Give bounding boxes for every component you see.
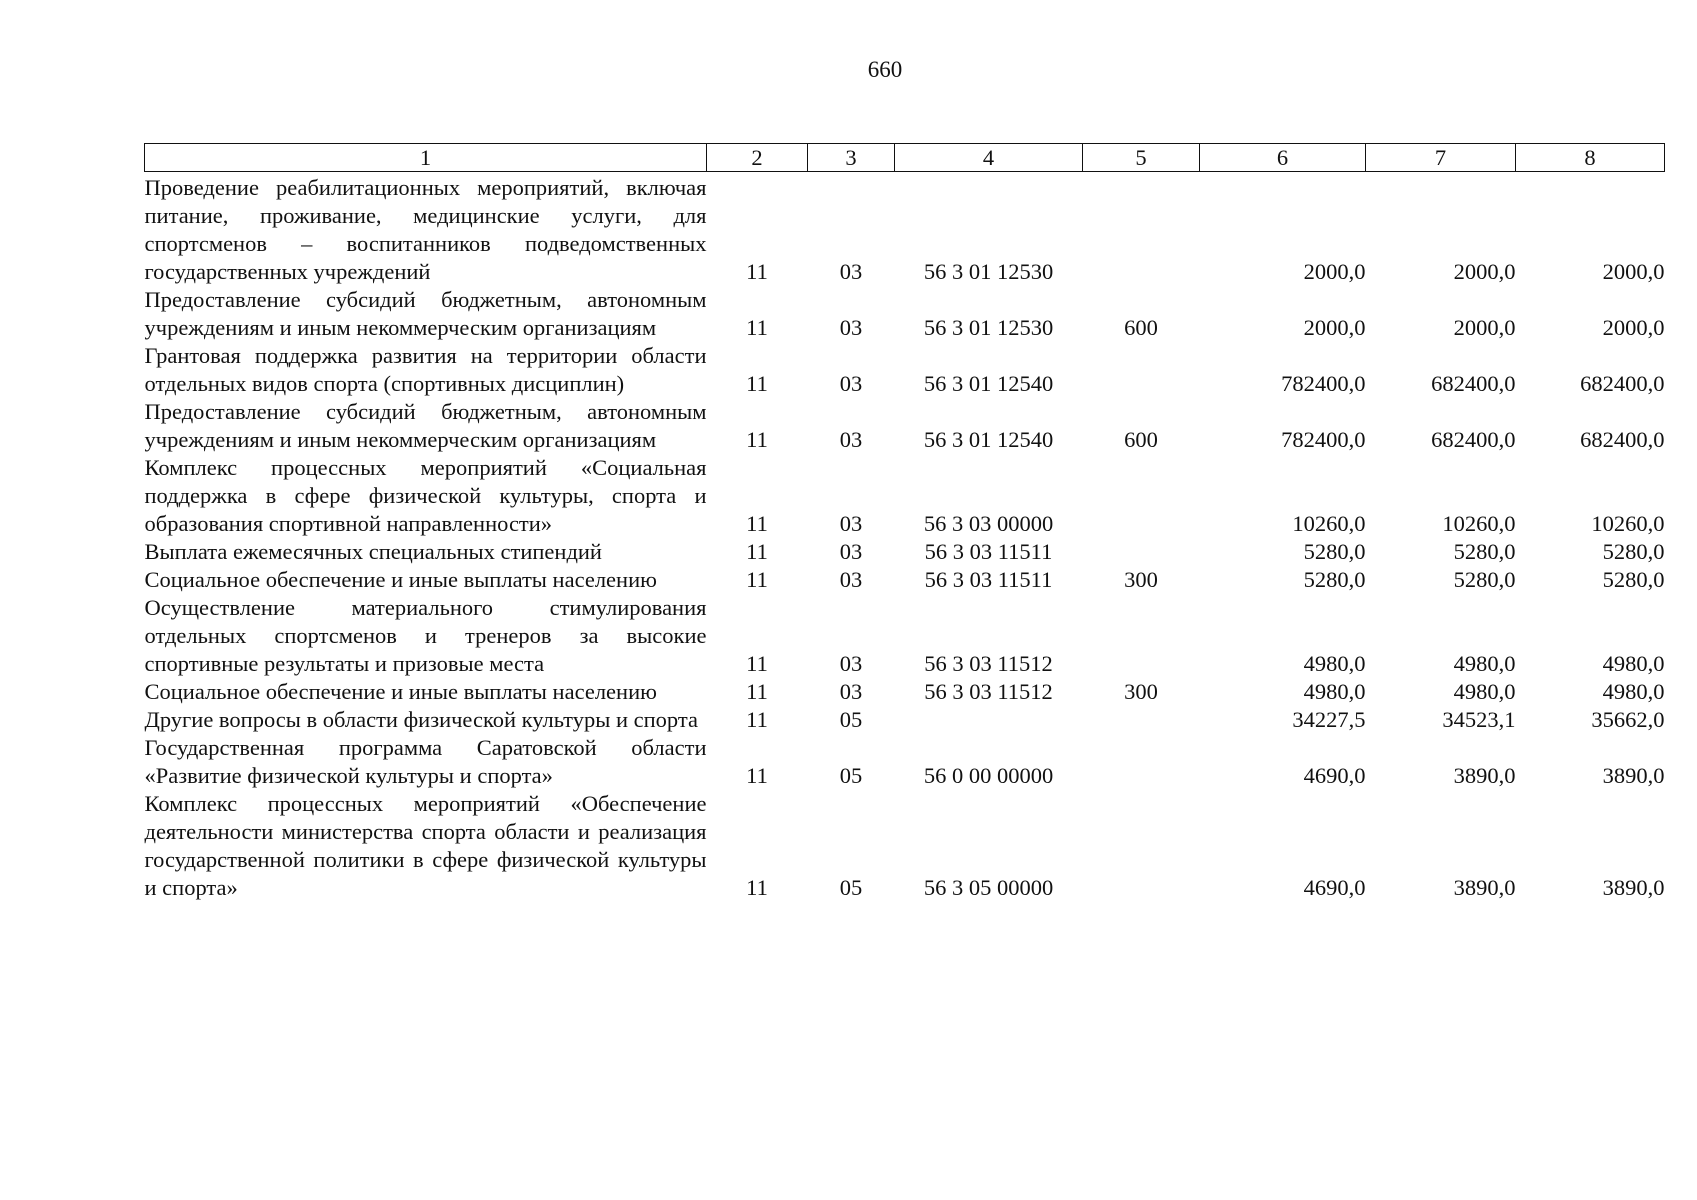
section-code-cell: 11 <box>746 763 768 788</box>
subsection-code-cell: 05 <box>839 763 863 788</box>
target-article-cell: 56 3 01 12540 <box>923 427 1054 452</box>
expense-type-cell <box>1083 454 1200 538</box>
amount-col7-cell: 10260,0 <box>1442 511 1516 536</box>
page-number: 660 <box>867 57 903 82</box>
target-article-cell: 56 3 01 12530 <box>923 259 1054 284</box>
table-row <box>145 566 1665 594</box>
table-row <box>145 706 1665 734</box>
expense-type-cell <box>1083 172 1200 287</box>
section-code-cell: 11 <box>746 511 768 536</box>
amount-col8-cell: 2000,0 <box>1602 315 1665 340</box>
column-header: 4 <box>895 144 1083 172</box>
amount-col8-cell: 5280,0 <box>1602 539 1665 564</box>
section-code-cell: 11 <box>746 315 768 340</box>
amount-col6-cell: 5280,0 <box>1303 567 1366 592</box>
amount-col7-cell: 682400,0 <box>1431 371 1516 396</box>
amount-col6-cell: 34227,5 <box>1292 707 1366 732</box>
subsection-code-cell: 03 <box>839 511 863 536</box>
table-row <box>145 790 1665 902</box>
amount-col8-cell: 682400,0 <box>1580 371 1665 396</box>
amount-col6-cell: 782400,0 <box>1281 427 1366 452</box>
header-row <box>145 144 1665 172</box>
subsection-code-cell: 03 <box>839 371 863 396</box>
amount-col8-cell: 3890,0 <box>1602 875 1665 900</box>
column-header: 8 <box>1516 144 1665 172</box>
table-row <box>145 734 1665 790</box>
amount-col8-cell: 4980,0 <box>1602 651 1665 676</box>
subsection-code-cell: 05 <box>839 875 863 900</box>
amount-col6-cell: 2000,0 <box>1303 259 1366 284</box>
amount-col7-cell: 3890,0 <box>1453 875 1516 900</box>
expense-type-cell: 600 <box>1124 427 1158 452</box>
amount-col7-cell: 682400,0 <box>1431 427 1516 452</box>
target-article-cell: 56 3 01 12540 <box>923 371 1054 396</box>
target-article-cell: 56 0 00 00000 <box>923 763 1054 788</box>
amount-col8-cell: 4980,0 <box>1602 679 1665 704</box>
table-row <box>145 286 1665 342</box>
row-name-cell: Выплата ежемесячных специальных стипендий <box>144 539 602 564</box>
row-name-cell: Другие вопросы в области физической культуры и спорта <box>144 707 698 732</box>
column-header: 2 <box>707 144 808 172</box>
expense-type-cell: 300 <box>1124 679 1158 704</box>
subsection-code-cell: 03 <box>839 315 863 340</box>
amount-col8-cell: 2000,0 <box>1602 259 1665 284</box>
table-row <box>145 594 1665 678</box>
expense-type-cell <box>1083 734 1200 790</box>
section-code-cell: 11 <box>746 539 768 564</box>
budget-table <box>144 143 1665 902</box>
row-name-cell: Предоставление субсидий бюджетным, автономным учреждениям и иным некоммерческим организациям <box>144 399 707 452</box>
amount-col7-cell: 5280,0 <box>1453 539 1516 564</box>
table-row <box>145 342 1665 398</box>
column-header: 1 <box>145 144 707 172</box>
amount-col6-cell: 4690,0 <box>1303 875 1366 900</box>
row-name-cell: Предоставление субсидий бюджетным, автономным учреждениям и иным некоммерческим организациям <box>144 287 707 340</box>
column-header: 5 <box>1083 144 1200 172</box>
row-name-cell: Комплекс процессных мероприятий «Социальная поддержка в сфере физической культуры, спорта и образования спортивной направленности» <box>144 455 707 536</box>
amount-col6-cell: 5280,0 <box>1303 539 1366 564</box>
row-name-cell: Комплекс процессных мероприятий «Обеспечение деятельности министерства спорта области и реализация государственной политики в сфере физической культуры и спорта» <box>144 791 707 900</box>
amount-col7-cell: 5280,0 <box>1453 567 1516 592</box>
amount-col6-cell: 782400,0 <box>1281 371 1366 396</box>
table-body <box>145 172 1665 903</box>
target-article-cell: 56 3 01 12530 <box>923 315 1054 340</box>
row-name-cell: Социальное обеспечение и иные выплаты населению <box>144 679 657 704</box>
row-name-cell: Грантовая поддержка развития на территории области отдельных видов спорта (спортивных дисциплин) <box>144 343 707 396</box>
expense-type-cell <box>1083 594 1200 678</box>
amount-col8-cell: 3890,0 <box>1602 763 1665 788</box>
amount-col7-cell: 4980,0 <box>1453 651 1516 676</box>
table-row <box>145 172 1665 287</box>
amount-col8-cell: 682400,0 <box>1580 427 1665 452</box>
section-code-cell: 11 <box>746 875 768 900</box>
column-header: 6 <box>1200 144 1366 172</box>
subsection-code-cell: 03 <box>839 427 863 452</box>
table-row <box>145 454 1665 538</box>
amount-col6-cell: 4690,0 <box>1303 763 1366 788</box>
target-article-cell: 56 3 03 11512 <box>924 679 1053 704</box>
target-article-cell: 56 3 03 11512 <box>924 651 1053 676</box>
target-article-cell <box>895 706 1083 734</box>
section-code-cell: 11 <box>746 651 768 676</box>
amount-col7-cell: 34523,1 <box>1442 707 1516 732</box>
subsection-code-cell: 03 <box>839 259 863 284</box>
subsection-code-cell: 03 <box>839 539 863 564</box>
expense-type-cell: 600 <box>1124 315 1158 340</box>
target-article-cell: 56 3 05 00000 <box>923 875 1054 900</box>
column-header: 3 <box>808 144 895 172</box>
amount-col6-cell: 4980,0 <box>1303 679 1366 704</box>
section-code-cell: 11 <box>746 707 768 732</box>
amount-col7-cell: 2000,0 <box>1453 315 1516 340</box>
subsection-code-cell: 03 <box>839 651 863 676</box>
row-name-cell: Осуществление материального стимулирования отдельных спортсменов и тренеров за высокие спортивные результаты и призовые места <box>144 595 707 676</box>
table-header <box>145 144 1665 172</box>
section-code-cell: 11 <box>746 679 768 704</box>
amount-col8-cell: 35662,0 <box>1591 707 1665 732</box>
expense-type-cell <box>1083 790 1200 902</box>
subsection-code-cell: 03 <box>839 679 863 704</box>
table-row <box>145 398 1665 454</box>
expense-type-cell: 300 <box>1124 567 1158 592</box>
target-article-cell: 56 3 03 00000 <box>923 511 1054 536</box>
row-name-cell: Социальное обеспечение и иные выплаты населению <box>144 567 657 592</box>
expense-type-cell <box>1083 706 1200 734</box>
subsection-code-cell: 05 <box>839 707 863 732</box>
amount-col6-cell: 4980,0 <box>1303 651 1366 676</box>
row-name-cell: Государственная программа Саратовской области «Развитие физической культуры и спорта» <box>144 735 707 788</box>
section-code-cell: 11 <box>746 371 768 396</box>
amount-col7-cell: 3890,0 <box>1453 763 1516 788</box>
subsection-code-cell: 03 <box>839 567 863 592</box>
section-code-cell: 11 <box>746 427 768 452</box>
section-code-cell: 11 <box>746 259 768 284</box>
target-article-cell: 56 3 03 11511 <box>924 539 1053 564</box>
amount-col6-cell: 2000,0 <box>1303 315 1366 340</box>
expense-type-cell <box>1083 538 1200 566</box>
column-header: 7 <box>1366 144 1516 172</box>
table-row <box>145 678 1665 706</box>
row-name-cell: Проведение реабилитационных мероприятий, включая питание, проживание, медицинские услуги, для спортсменов – воспитанников подведомственных государственных учреждений <box>144 175 707 284</box>
amount-col7-cell: 2000,0 <box>1453 259 1516 284</box>
table-row <box>145 538 1665 566</box>
amount-col6-cell: 10260,0 <box>1292 511 1366 536</box>
amount-col8-cell: 10260,0 <box>1591 511 1665 536</box>
amount-col8-cell: 5280,0 <box>1602 567 1665 592</box>
expense-type-cell <box>1083 342 1200 398</box>
section-code-cell: 11 <box>746 567 768 592</box>
amount-col7-cell: 4980,0 <box>1453 679 1516 704</box>
target-article-cell: 56 3 03 11511 <box>924 567 1053 592</box>
